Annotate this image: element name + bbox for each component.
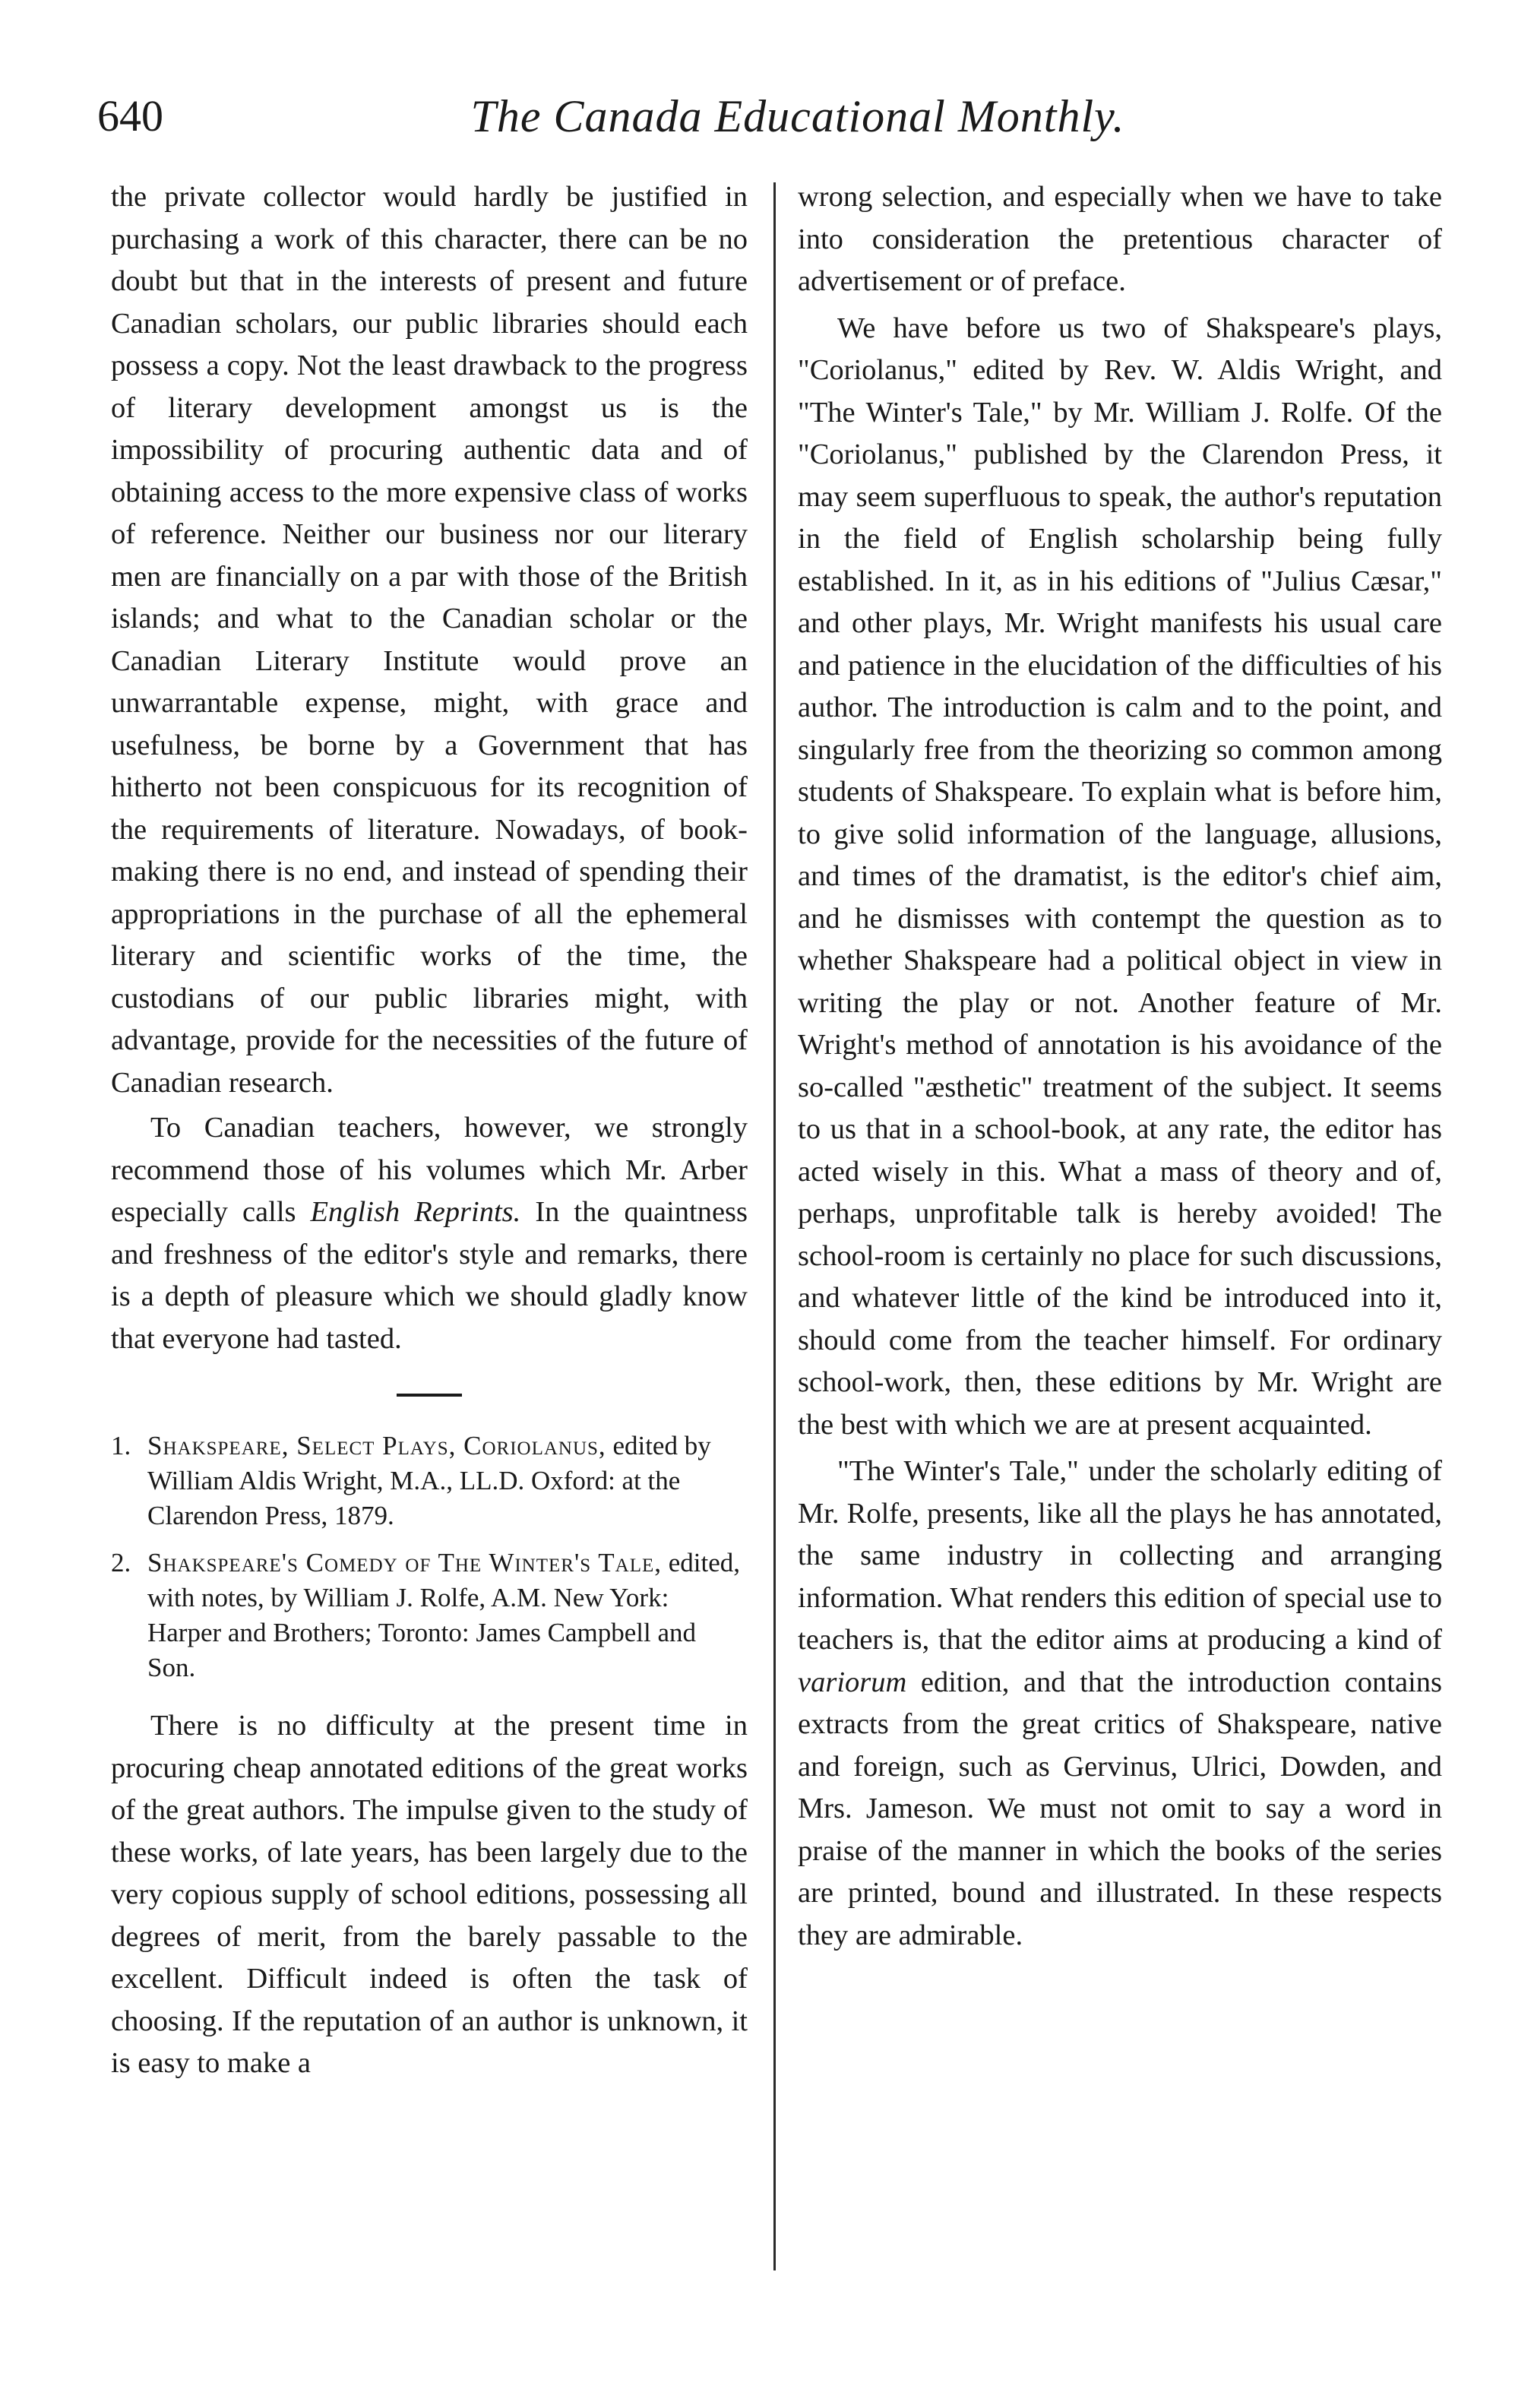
reference-details: edited by William Aldis Wright, M.A., LL.D. Oxford: at the Clarendon Press, 1879. <box>147 1431 711 1530</box>
left-paragraph-2 <box>111 1107 748 1360</box>
left-paragraph-2-end: In the quaintness and freshness of the editor's style and remarks, there is a depth of pleasure which we should gladly know that everyone had tasted. <box>111 1196 748 1355</box>
reference-title: Shakspeare, Select Plays, Coriolanus, <box>147 1431 606 1460</box>
column-divider <box>773 182 776 2270</box>
english-reprints-title: English Reprints. <box>310 1196 521 1228</box>
page-number: 640 <box>97 91 163 141</box>
left-paragraph-3: There is no difficulty at the present time in procuring cheap annotated editions of the great works of the great authors. The impulse given to the study of these works, of late years, has been largely due to the very copious supply of school editions, possessing all degrees of merit, from the barely passable to the excellent. Difficult indeed is often the task of choosing. If the reputation of an author is unknown, it is easy to make a <box>111 1710 748 2079</box>
reference-details: edited, with notes, by William J. Rolfe, A.M. New York: Harper and Brothers; Toronto: James Campbell and Son. <box>147 1548 741 1682</box>
left-paragraph-2-start: To Canadian teachers, however, we strongly recommend those of his volumes which Mr. Arber especially calls <box>111 1112 748 1228</box>
right-paragraph-1: wrong selection, and especially when we have to take into consideration the pretentious character of advertisement or of preface. <box>798 181 1442 297</box>
variorum-term: variorum <box>798 1666 907 1698</box>
section-separator <box>397 1394 462 1397</box>
right-paragraph-3-start: "The Winter's Tale," under the scholarly editing of Mr. Rolfe, presents, like all the plays he has annotated, the same industry in collecting and arranging information. What renders this edition of special use to teachers is, that the editor aims at producing a kind of <box>798 1455 1442 1656</box>
left-column <box>111 176 748 2085</box>
right-paragraph-3-end: edition, and that the introduction contains extracts from the great critics of Shakspeare, native and foreign, such as Gervinus, Ulrici, Dowden, and Mrs. Jameson. We must not omit to say a word in praise of the manner in which the books of the series are printed, bound and illustrated. In these respects they are admirable. <box>798 1666 1442 1951</box>
reference-list <box>111 1429 748 1685</box>
reference-item <box>111 1429 748 1533</box>
reference-number: 2. <box>111 1548 131 1577</box>
reference-number: 1. <box>111 1431 131 1460</box>
right-paragraph-2: We have before us two of Shakspeare's plays, "Coriolanus," edited by Rev. W. Aldis Wright, and "The Winter's Tale," by Mr. William J. Rolfe. Of the "Coriolanus," published by the Clarendon Press, it may seem superfluous to speak, the author's reputation in the field of English scholarship being fully established. In it, as in his editions of "Julius Cæsar," and other plays, Mr. Wright manifests his usual care and patience in the elucidation of the difficulties of his author. The introduction is calm and to the point, and singularly free from the theorizing so common among students of Shakspeare. To explain what is before him, to give solid information of the language, allusions, and times of the dramatist, is the editor's chief aim, and he dismisses with contempt the question as to whether Shakspeare had a political object in view in writing the play or not. Another feature of Mr. Wright's method of annotation is his avoidance of the so-called "æsthetic" treatment of the subject. It seems to us that in a school-book, at any rate, the editor has acted wisely in this. What a mass of theory and of, perhaps, unprofitable talk is hereby avoided! The school-room is certainly no place for such discussions, and whatever little of the kind be introduced into it, should come from the teacher himself. For ordinary school-work, then, these editions by Mr. Wright are the best with which we are at present acquainted. <box>798 312 1442 1441</box>
reference-item <box>111 1546 748 1685</box>
running-title: The Canada Educational Monthly. <box>470 91 1125 141</box>
reference-title: Shakspeare's Comedy of The Winter's Tale, <box>147 1548 663 1577</box>
right-column <box>798 176 1442 1957</box>
left-paragraph-1: the private collector would hardly be justified in purchasing a work of this character, there can be no doubt but that in the interests of present and future Canadian scholars, our public libraries should each possess a copy. Not the least drawback to the progress of literary development amongst us is the impossibility of procuring authentic data and of obtaining access to the more expensive class of works of reference. Neither our business nor our literary men are financially on a par with those of the British islands; and what to the Canadian scholar or the Canadian Literary Institute would prove an unwarrantable expense, might, with grace and usefulness, be borne by a Government that has hitherto not been conspicuous for its recognition of the requirements of literature. Nowadays, of book-making there is no end, and instead of spending their appropriations in the purchase of all the ephemeral literary and scientific works of the time, the custodians of our public libraries might, with advantage, provide for the necessities of the future of Canadian research. <box>111 181 748 1099</box>
right-paragraph-3 <box>798 1451 1442 1957</box>
